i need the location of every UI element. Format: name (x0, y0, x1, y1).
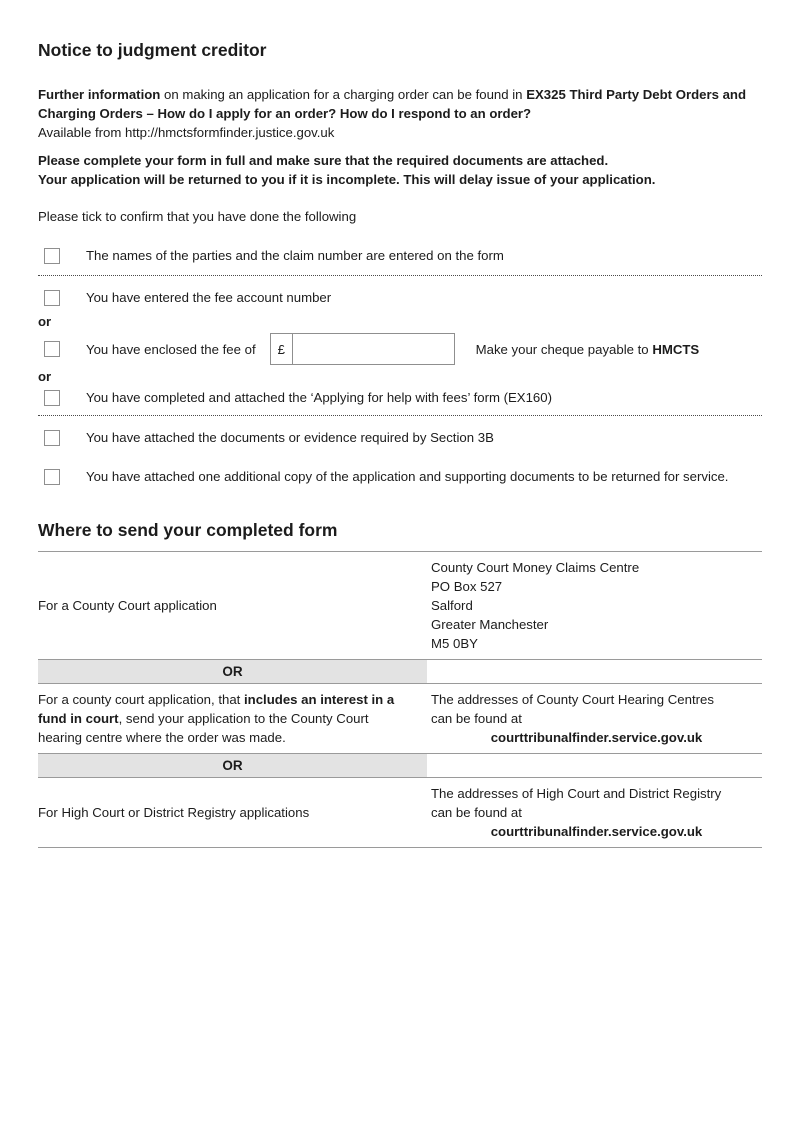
dotted-divider (38, 415, 762, 416)
fund-in-court-label (38, 690, 431, 747)
address-line: M5 0BY (431, 636, 478, 651)
fee-amount-box (270, 333, 455, 365)
checklist-row-fee-account (38, 288, 762, 307)
court-tribunal-finder-url: courttribunalfinder.service.gov.uk (490, 730, 703, 745)
info-line: The addresses of County Court Hearing Centres (431, 692, 714, 707)
high-court-label: For High Court or District Registry applications (38, 805, 310, 820)
where-to-send-heading: Where to send your completed form (38, 520, 338, 540)
or-band-label: OR (38, 754, 427, 777)
table-row-county-court (38, 552, 762, 659)
checklist-row-help-with-fees (38, 388, 762, 407)
county-court-address (431, 558, 762, 653)
fund-text-2: , send your application to the County Court hearing centre where the order was made. (38, 711, 369, 745)
cheque-note-text: Make your cheque payable to (475, 341, 653, 357)
available-from-text: Available from http://hmctsformfinder.justice.gov.uk (38, 125, 335, 140)
where-to-send-table (38, 551, 762, 848)
county-court-label: For a County Court application (38, 598, 217, 613)
checklist-label-help-with-fees: You have completed and attached the ‘Applying for help with fees’ form (EX160) (86, 390, 552, 405)
cheque-note (476, 340, 700, 359)
checklist-row-parties (38, 246, 762, 265)
checkbox-additional-copy[interactable] (44, 469, 60, 485)
court-tribunal-finder-url: courttribunalfinder.service.gov.uk (490, 824, 703, 839)
further-info-paragraph (38, 85, 762, 142)
info-line: The addresses of High Court and District Registry (431, 786, 722, 801)
fee-amount-input[interactable] (293, 334, 454, 364)
or-band-spacer (427, 660, 762, 683)
fund-text-1: For a county court application, that (38, 692, 244, 707)
checkbox-documents-section-3b[interactable] (44, 430, 60, 446)
or-separator-1: or (38, 314, 52, 329)
checklist-label-parties: The names of the parties and the claim number are entered on the form (86, 248, 504, 263)
district-registry-info (431, 784, 762, 841)
checkbox-parties-claim-number[interactable] (44, 248, 60, 264)
checklist-row-documents (38, 428, 762, 447)
table-row-high-court (38, 778, 762, 847)
checkbox-help-with-fees[interactable] (44, 390, 60, 406)
info-line: can be found at (431, 805, 522, 820)
pound-symbol: £ (271, 334, 293, 364)
or-band-row-2 (38, 753, 762, 778)
checkbox-fee-account[interactable] (44, 290, 60, 306)
address-line: Greater Manchester (431, 617, 549, 632)
checklist-label-documents: You have attached the documents or evidence required by Section 3B (86, 430, 494, 445)
complete-form-notice (38, 151, 762, 189)
further-info-text: on making an application for a charging order can be found in (160, 87, 527, 102)
or-band-spacer (427, 754, 762, 777)
fund-text-bold: includes an interest in a fund in court (38, 692, 395, 726)
address-line: PO Box 527 (431, 579, 503, 594)
or-band-label: OR (38, 660, 427, 683)
complete-form-line2: Your application will be returned to you if it is incomplete. This will delay issue of your application. (38, 172, 656, 187)
page-title: Notice to judgment creditor (38, 40, 267, 60)
or-band-row-1 (38, 659, 762, 684)
or-separator-2: or (38, 369, 52, 384)
info-line: can be found at (431, 711, 522, 726)
address-line: Salford (431, 598, 473, 613)
hearing-centres-info (431, 690, 762, 747)
checklist-row-additional-copy (38, 467, 762, 486)
complete-form-line1: Please complete your form in full and make sure that the required documents are attached. (38, 153, 609, 168)
ex325-reference: EX325 Third Party Debt Orders and Charging Orders – How do I apply for an order? How do I respond to an order? (38, 87, 747, 121)
checklist-label-additional-copy: You have attached one additional copy of the application and supporting documents to be returned for service. (86, 469, 729, 484)
checkbox-fee-enclosed[interactable] (44, 341, 60, 357)
further-info-bold: Further information (38, 87, 161, 102)
cheque-payee: HMCTS (652, 341, 700, 357)
address-line: County Court Money Claims Centre (431, 560, 640, 575)
checklist-row-fee-enclosed (38, 333, 762, 365)
tick-instruction: Please tick to confirm that you have done the following (38, 209, 357, 224)
checklist-label-fee-account: You have entered the fee account number (86, 290, 332, 305)
checklist-label-fee-enclosed: You have enclosed the fee of (86, 341, 256, 357)
dotted-divider (38, 275, 762, 276)
table-row-fund-in-court (38, 684, 762, 753)
